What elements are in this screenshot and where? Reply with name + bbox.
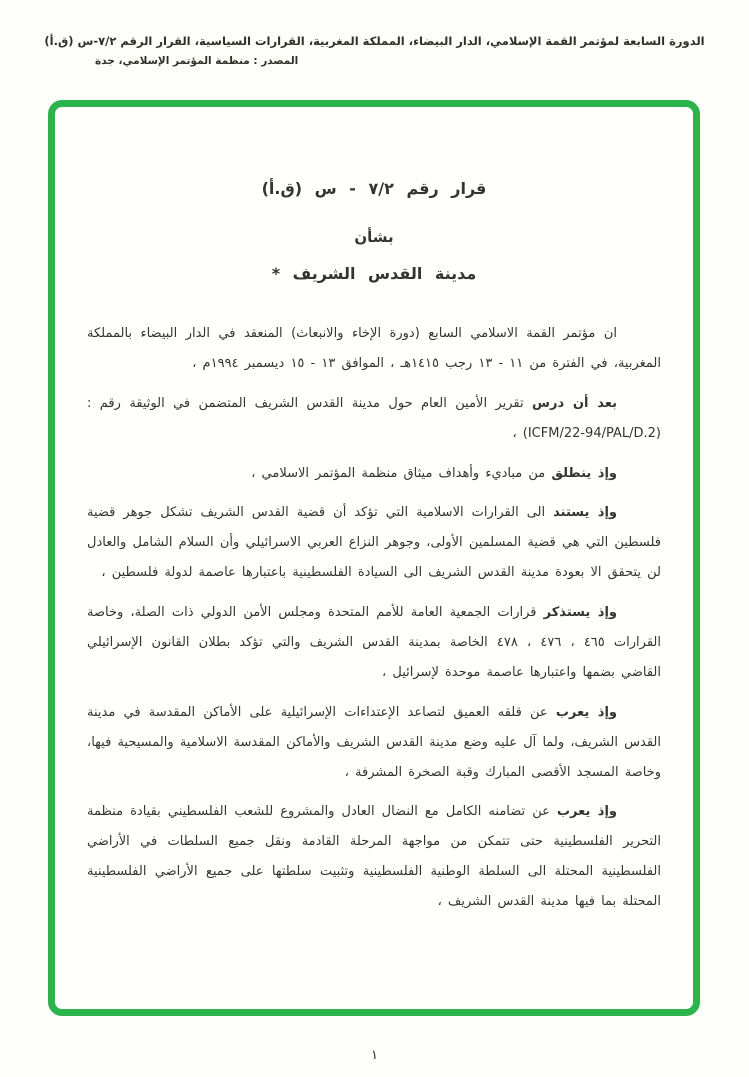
- header-source-line: المصدر : منظمة المؤتمر الإسلامي، جدة: [95, 55, 299, 67]
- resolution-regarding: بشأن: [354, 228, 394, 246]
- paragraph-text: الى القرارات الاسلامية التي تؤكد أن قضية القدس الشريف تشكل جوهر قضية فلسطين التي هي قضية المسلمين الأولى، وجوهر النزاع العربي الاسرائيلي وأن السلام الشامل والعادل لن يتحقق الا بعودة مدينة القدس الشريف الى السيادة الفلسطينية باعتبارها عاصمة لدولة فلسطين ،: [87, 505, 661, 581]
- paragraph-text: قرارات الجمعية العامة للأمم المتحدة ومجلس الأمن الدولي ذات الصلة، وخاصة القرارات ٤٦٥ ، ٤٧٦ ، ٤٧٨ الخاصة بمدينة القدس الشريف والتي تؤكد بطلان القانون الإسرائيلي القاضي بضمها واعتبارها عاصمة موحدة لإسرائيل ،: [87, 605, 661, 680]
- resolution-title-block: [87, 179, 661, 283]
- resolution-body: [55, 107, 693, 917]
- paragraph-having-studied: [87, 389, 661, 449]
- page-number: ١: [371, 1048, 378, 1063]
- resolution-number: قرار رقم ٧/٢ - س (ق.أ): [261, 179, 487, 198]
- page-footer: [0, 1048, 749, 1063]
- paragraph-text: من مباديء وأهداف ميثاق منظمة المؤتمر الاسلامي ،: [251, 465, 552, 481]
- paragraph-lead: وإذ ينطلق: [551, 465, 617, 481]
- resolution-subject: مدينة القدس الشريف *: [271, 264, 477, 283]
- paragraph-text: ان مؤتمر القمة الاسلامي السابع (دورة الإخاء والانبعاث) المنعقد في الدار البيضاء بالمملكة المغربية، في الفترة من ١١ - ١٣ رجب ١٤١٥هـ ، الموافق ١٣ - ١٥ ديسمبر ١٩٩٤م ،: [87, 326, 661, 371]
- paragraph-lead: وإذ يستند: [553, 505, 617, 521]
- paragraph-text: عن قلقه العميق لتصاعد الإعتداءات الإسرائيلية على الأماكن المقدسة في مدينة القدس الشريف، ولما آل عليه وضع مدينة القدس الشريف والأماكن المقدسة الاسلامية والمسيحية فيها، وخاصة المسجد الأقصى المبارك وقبة الصخرة المشرفة ،: [87, 704, 661, 780]
- header-citation-line: الدورة السابعة لمؤتمر القمة الإسلامي، الدار البيضاء، المملكة المغربية، القرارات السياسية، القرار الرقم ٧/٢-س (ق.أ): [44, 34, 705, 48]
- paragraph-expressing-solidarity: [87, 797, 661, 917]
- paragraph-proceeding-from: [87, 459, 661, 489]
- scan-highlight-frame: [48, 100, 700, 1016]
- paragraph-text: عن تضامنه الكامل مع النضال العادل والمشروع للشعب الفلسطيني بقيادة منظمة التحرير الفلسطينية حتى تتمكن من مواجهة المرحلة القادمة ونقل جميع السلطات في الأراضي الفلسطينية المحتلة الى السلطة الوطنية الفلسطينية وتثبيت سلطتها على جميع الأراضي الفلسطينية المحتلة بما فيها مدينة القدس الشريف ،: [87, 804, 661, 910]
- resolution-paragraphs: [87, 319, 661, 917]
- paragraph-recalling: [87, 598, 661, 688]
- paragraph-lead: وإذ يستذكر: [543, 605, 617, 621]
- paragraph-lead: بعد أن درس: [532, 395, 617, 411]
- document-header: [0, 34, 749, 67]
- paragraph-expressing-concern: [87, 698, 661, 788]
- paragraph-text: تقرير الأمين العام حول مدينة القدس الشريف المتضمن في الوثيقة رقم : (ICFM/22-94/PAL/D.2) ،: [87, 395, 661, 441]
- paragraph-lead: وإذ يعرب: [555, 704, 618, 720]
- paragraph-based-on: [87, 498, 661, 588]
- paragraph-lead: وإذ يعرب: [556, 804, 617, 820]
- paragraph-preamble: [87, 319, 661, 379]
